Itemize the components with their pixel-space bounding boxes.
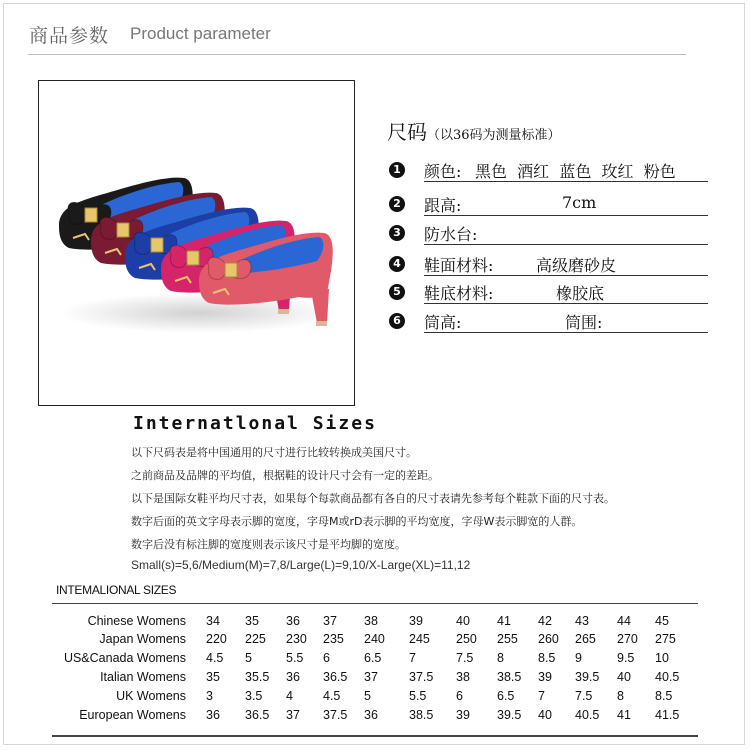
size-cell: 225: [245, 632, 266, 646]
spec-title-label: 尺码: [387, 120, 427, 144]
spec-label: 颜色:: [424, 162, 462, 181]
spec-label: 防水台:: [424, 225, 478, 244]
header-title-en: Product parameter: [130, 24, 271, 43]
size-cell: 36.5: [323, 670, 348, 684]
size-cell: 3: [206, 689, 213, 703]
size-cell: 43: [575, 614, 589, 628]
size-cell: 8: [497, 651, 504, 665]
spec-row: [389, 221, 719, 245]
size-cell: 40.5: [575, 708, 600, 722]
size-note-4: 数字后面的英文字母表示脚的宽度，字母M或rD表示脚的平均宽度，字母W表示脚宽的人群。: [131, 515, 583, 528]
spec-row: [389, 280, 719, 304]
size-cell: 8.5: [538, 651, 556, 665]
size-cell: 5: [364, 689, 371, 703]
spec-underline: [424, 332, 708, 333]
size-cell: 36: [286, 670, 300, 684]
size-cell: 38: [456, 670, 470, 684]
size-cell: 7: [538, 689, 545, 703]
number-bullet-icon: 5: [389, 284, 405, 300]
size-cell: 4.5: [206, 651, 224, 665]
size-cell: 42: [538, 614, 552, 628]
size-cell: 35: [245, 614, 259, 628]
size-cell: 38.5: [497, 670, 522, 684]
size-cell: 34: [206, 614, 220, 628]
size-cell: 41: [497, 614, 511, 628]
spec-row: [389, 192, 719, 216]
size-cell: 255: [497, 632, 518, 646]
size-cell: 8: [617, 689, 624, 703]
size-row-label: Chinese Womens: [87, 614, 186, 628]
size-cell: 45: [655, 614, 669, 628]
number-bullet-icon: 1: [389, 162, 405, 178]
size-cell: 37: [286, 708, 300, 722]
spec-title-note: （以36码为测量标准）: [427, 128, 561, 143]
size-row-label: US&Canada Womens: [63, 651, 186, 665]
size-cell: 37.5: [409, 670, 434, 684]
spec-label: 跟高:: [424, 196, 462, 215]
size-table-caption: INTEMALIONAL SIZES: [56, 583, 177, 597]
size-cell: 40.5: [655, 670, 680, 684]
spec-label: 筒高:: [424, 313, 462, 332]
size-cell: 5.5: [409, 689, 427, 703]
size-cell: 7: [409, 651, 416, 665]
size-cell: 41.5: [655, 708, 680, 722]
number-bullet-icon: 2: [389, 196, 405, 212]
size-cell: 35: [206, 670, 220, 684]
size-cell: 36.5: [245, 708, 270, 722]
size-cell: 39: [538, 670, 552, 684]
size-cell: 44: [617, 614, 631, 628]
number-bullet-icon: 3: [389, 225, 405, 241]
size-cell: 6.5: [497, 689, 515, 703]
shoes-illustration: [39, 81, 354, 405]
international-sizes-title: Internatlonal Sizes: [133, 413, 377, 434]
size-cell: 39: [456, 708, 470, 722]
size-cell: 5: [245, 651, 252, 665]
size-cell: 4.5: [323, 689, 341, 703]
number-bullet-icon: 6: [389, 313, 405, 329]
spec-value: 黑色 酒红 蓝色 玫红 粉色: [475, 162, 676, 181]
size-note-5: 数字后没有标注脚的宽度则表示该尺寸是平均脚的宽度。: [131, 538, 406, 551]
size-row-label: European Womens: [79, 708, 186, 722]
size-cell: 235: [323, 632, 344, 646]
size-cell: 41: [617, 708, 631, 722]
size-row-label: UK Womens: [116, 689, 186, 703]
size-cell: 40: [538, 708, 552, 722]
size-cell: 37.5: [323, 708, 348, 722]
spec-row: [389, 309, 719, 333]
size-cell: 250: [456, 632, 477, 646]
size-cell: 5.5: [286, 651, 304, 665]
size-cell: 37: [364, 670, 378, 684]
size-note-1: 以下尺码表是将中国通用的尺寸进行比较转换成美国尺寸。: [131, 446, 417, 459]
size-cell: 39.5: [575, 670, 600, 684]
spec-underline: [424, 275, 708, 276]
size-table-bottom-rule: [52, 735, 698, 737]
size-cell: 245: [409, 632, 430, 646]
spec-underline: [424, 244, 708, 245]
spec-value: 7cm: [562, 193, 597, 212]
size-cell: 36: [286, 614, 300, 628]
size-cell: 7.5: [575, 689, 593, 703]
spec-underline: [424, 303, 708, 304]
size-cell: 9.5: [617, 651, 635, 665]
size-cell: 37: [323, 614, 337, 628]
size-note-3: 以下是国际女鞋平均尺寸表，如果每个每款商品都有各自的尺寸表请先参考每个鞋款下面的尺寸表。: [131, 492, 615, 505]
product-image: [38, 80, 355, 406]
spec-value: 橡胶底: [556, 284, 605, 303]
size-letter-legend: Small(s)=5,6/Medium(M)=7,8/Large(L)=9,10/X-Large(XL)=11,12: [131, 558, 471, 572]
size-cell: 8.5: [655, 689, 673, 703]
spec-underline: [424, 181, 708, 182]
size-table-top-rule: [52, 603, 698, 604]
size-cell: 6.5: [364, 651, 382, 665]
size-cell: 38.5: [409, 708, 434, 722]
size-cell: 3.5: [245, 689, 263, 703]
size-cell: 39: [409, 614, 423, 628]
size-cell: 40: [456, 614, 470, 628]
size-row-label: Japan Womens: [99, 632, 186, 646]
size-note-2: 之前商品及品牌的平均值，根据鞋的设计尺寸会有一定的差距。: [131, 469, 439, 482]
size-cell: 260: [538, 632, 559, 646]
spec-row: [389, 158, 719, 182]
number-bullet-icon: 4: [389, 256, 405, 272]
size-cell: 265: [575, 632, 596, 646]
size-cell: 38: [364, 614, 378, 628]
size-cell: 220: [206, 632, 227, 646]
size-row-label: Italian Womens: [100, 670, 186, 684]
spec-value: 筒围:: [565, 313, 603, 332]
size-cell: 4: [286, 689, 293, 703]
header-divider: [28, 54, 686, 55]
size-cell: 40: [617, 670, 631, 684]
spec-row: [389, 252, 719, 276]
spec-underline: [424, 215, 708, 216]
size-cell: 36: [364, 708, 378, 722]
size-cell: 10: [655, 651, 669, 665]
size-cell: 7.5: [456, 651, 474, 665]
size-cell: 230: [286, 632, 307, 646]
size-cell: 240: [364, 632, 385, 646]
size-cell: 39.5: [497, 708, 522, 722]
spec-label: 鞋底材料:: [424, 284, 494, 303]
spec-title: [387, 116, 561, 145]
size-cell: 6: [456, 689, 463, 703]
spec-value: 高级磨砂皮: [536, 256, 617, 275]
size-cell: 35.5: [245, 670, 270, 684]
header-title-cn: 商品参数: [29, 25, 110, 47]
size-cell: 275: [655, 632, 676, 646]
size-cell: 9: [575, 651, 582, 665]
size-cell: 6: [323, 651, 330, 665]
size-cell: 36: [206, 708, 220, 722]
spec-label: 鞋面材料:: [424, 256, 494, 275]
size-cell: 270: [617, 632, 638, 646]
